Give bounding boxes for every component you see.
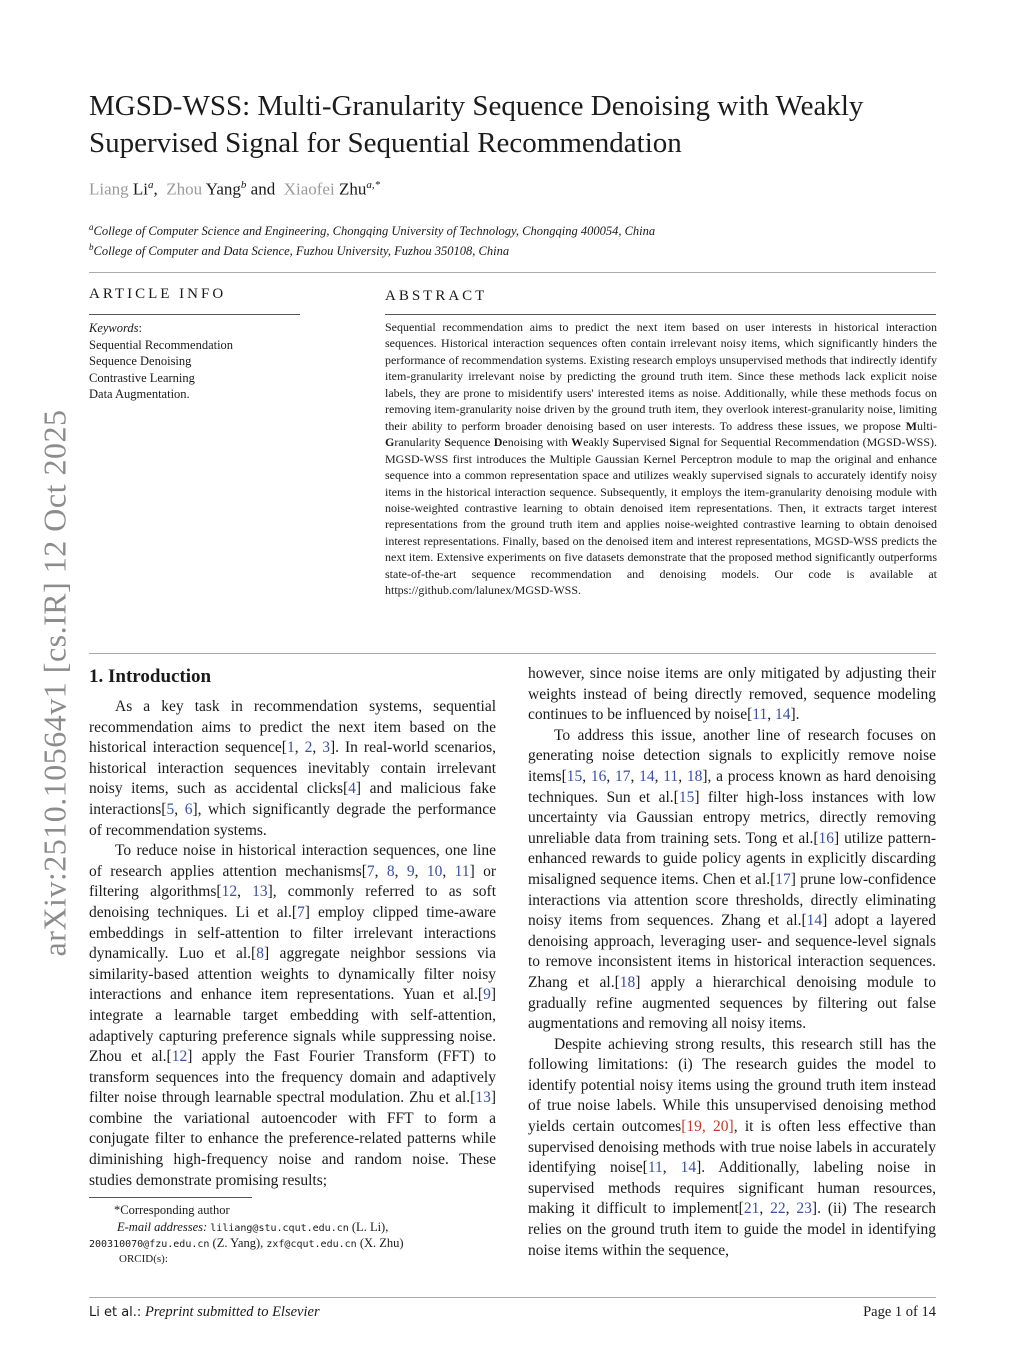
keyword: Data Augmentation. — [89, 387, 190, 401]
author-last-name: Li — [132, 179, 149, 199]
divider — [385, 314, 936, 315]
affiliation: $^a$College of Computer Science and Engineering, Chongqing University of Technology, Chongqing 400054, China — [89, 222, 656, 239]
paragraph: however, since noise items are only mitigated by adjusting their weights instead of being directly removed, sequence modeling continues to be influenced by noise[11, 14]. — [528, 665, 936, 724]
divider — [89, 314, 300, 315]
paragraph: Despite achieving strong results, this research still has the following limitations: (i) The research guides the model to identify potential noisy items using the ground truth item instead of true noise labels. While this unsupervised denoising method yields certain outcomes[19, 20], it is often less effective than supervised denoising methods with true noise labels in accurately identifying noise[11, 14]. Additionally, labeling noise in supervised methods requires significant human resources, making it difficult to implement[21, 22, 23]. (ii) The research relies on the ground truth item to guide the model in identifying noise items within the sequence, — [528, 1035, 937, 1259]
divider — [89, 653, 936, 654]
orcid-line: ORCID(s): — [119, 1253, 168, 1265]
email-link[interactable]: liliang@stu.cqut.edu.cn — [210, 1223, 349, 1234]
page-number: Page 1 of 14 — [863, 1304, 936, 1320]
affiliation: $^b$College of Computer and Data Science, Fuzhou University, Fuzhou 350108, China — [89, 242, 510, 259]
email-line: 200310070@fzu.edu.cn (Z. Yang), zxf@cqut.edu.cn (X. Zhu) — [89, 1236, 404, 1250]
paragraph: As a key task in recommendation systems, sequential recommendation aims to predict the next item based on the historical interaction sequence[1, 2, 3]. In real-world scenarios, historical interaction sequences inevitably contain irrelevant noisy items, such as accidental clicks[4] and malicious fake interactions[5, 6], which significantly degrade the performance of recommendation systems. — [89, 698, 497, 839]
keyword: Contrastive Learning — [89, 370, 195, 385]
email-link[interactable]: zxf@cqut.edu.cn — [266, 1239, 357, 1250]
arxiv-identifier: arXiv:2510.10564v1 [cs.IR] 12 Oct 2025 — [36, 409, 73, 957]
keywords-label: Keywords — [89, 321, 139, 335]
corresponding-author-note: *Corresponding author — [114, 1203, 230, 1217]
running-footer: Li et al.: Preprint submitted to Elsevier — [89, 1304, 320, 1320]
author-sup: a — [148, 179, 154, 191]
paragraph: To address this issue, another line of research focuses on generating noise detection signals to explicitly remove noise items[15, 16, 17, 14, 11, 18], a process known as hard denoising techniques. Sun et al.[15] filter high-loss instances with low uncertainty via Gaussian entropy metrics, directly removing unreliable data from training sets. Tong et al.[16] utilize pattern-enhanced rewards to guide policy agents in explicitly discarding misaligned sequence items. Chen et al.[17] prune low-confidence interactions via attention score thresholds, directly eliminating noisy items from sequences. Zhang et al.[14] adopt a layered denoising approach, leveraging user- and sequence-level signals to remove inconsistent items in historical interaction sequences. Zhang et al.[18] apply a hierarchical denoising module to gradually refine augmented sequences by filtering out false augmentations and removing all noisy items. — [528, 726, 937, 1033]
author-list: Liang Li$^a$, Zhou Yang$^b$ and Xiaofei Zhu$^{a,*}$ — [89, 179, 381, 199]
author-sup: b — [240, 179, 247, 191]
abstract-text: Sequential recommendation aims to predict the next item based on user interests in historical interaction sequences. Historical interaction sequences often contain irrelevant noisy items, which significantly hinders the performance of recommendation systems. Existing research employs unsupervised methods that indirectly identify item-granularity irrelevant noise by predicting the ground truth item. Since these methods lack explicit noise labels, they are prone to misidentify users' interested items as noise. Additionally, while these methods focus on removing item-granularity noise driven by the ground truth item, they overlook interest-granularity noise, limiting their ability to perform broader denoising based on user interests. To address these issues, we propose Multi-Granularity Sequence Denoising with Weakly Supervised Signal for Sequential Recommendation (MGSD-WSS). MGSD-WSS first introduces the Multiple Gaussian Kernel Perceptron module to map the original and enhance sequence into a common representation space and utilizes weakly supervised signals to accurately identify noisy items in the historical interaction sequence. Subsequently, it employs the item-granularity denoising module with noise-weighted contrastive learning to obtain denoised item representations. Then, it extracts target interest representations from the ground truth item and applies noise-weighted contrastive learning to obtain denoised interest representations. Finally, based on the denoised item and interest representations, MGSD-WSS predicts the next item. Extensive experiments on five datasets demonstrate that the proposed method significantly outperforms state-of-the-art sequence recommendation and denoising models. Our code is available at https://github.com/lalunex/MGSD-WSS. — [385, 320, 937, 598]
abstract-heading: ABSTRACT — [385, 288, 488, 304]
footnote-divider — [89, 1197, 252, 1198]
author-first-name[interactable]: Zhou — [166, 179, 203, 199]
divider — [89, 272, 936, 273]
section-heading-introduction: 1. Introduction — [89, 666, 212, 687]
right-column-body — [528, 664, 936, 1261]
email-link[interactable]: 200310070@fzu.edu.cn — [89, 1239, 210, 1250]
keyword: Sequential Recommendation — [89, 337, 234, 352]
author-last-name: Zhu — [338, 179, 367, 199]
paragraph: To reduce noise in historical interaction sequences, one line of research applies attention mechanisms[7, 8, 9, 10, 11] or filtering algorithms[12, 13], commonly referred to as soft denoising techniques. Li et al.[7] employ clipped time-aware embeddings in self-attention to filter irrelevant interactions dynamically. Luo et al.[8] aggregate neighbor sessions via similarity-based attention weights to dynamically filter noisy interactions and enhance item representations. Yuan et al.[9] integrate a learnable target embedding with self-attention, adaptively capturing preference signals while suppressing noise. Zhou et al.[12] apply the Fast Fourier Transform (FFT) to transform sequences into the frequency domain and adaptively filter noise through learnable spectral modulation. Zhu et al.[13] combine the variational autoencoder with FFT to form a conjugate filter to enhance the preference-related patterns while diminishing high-frequency noise and random noise. These studies demonstrate promising results; — [89, 842, 497, 1189]
keywords-block: Keywords: Sequential Recommendation Sequence Denoising Contrastive Learning Data Augmentation. — [89, 321, 234, 401]
author-first-name[interactable]: Liang — [89, 179, 129, 199]
left-column-body — [89, 697, 496, 1191]
author-last-name: Yang — [205, 179, 241, 199]
article-info-heading: ARTICLE INFO — [89, 286, 227, 302]
footer-divider — [89, 1297, 936, 1298]
email-line: E-mail addresses: liliang@stu.cqut.edu.cn (L. Li), — [117, 1220, 389, 1234]
author-first-name[interactable]: Xiaofei — [283, 179, 335, 199]
paper-title: MGSD-WSS: Multi-Granularity Sequence Denoising with Weakly Supervised Signal for Sequential Recommendation — [89, 90, 864, 159]
keyword: Sequence Denoising — [89, 354, 192, 368]
author-sup: a,* — [366, 179, 381, 191]
